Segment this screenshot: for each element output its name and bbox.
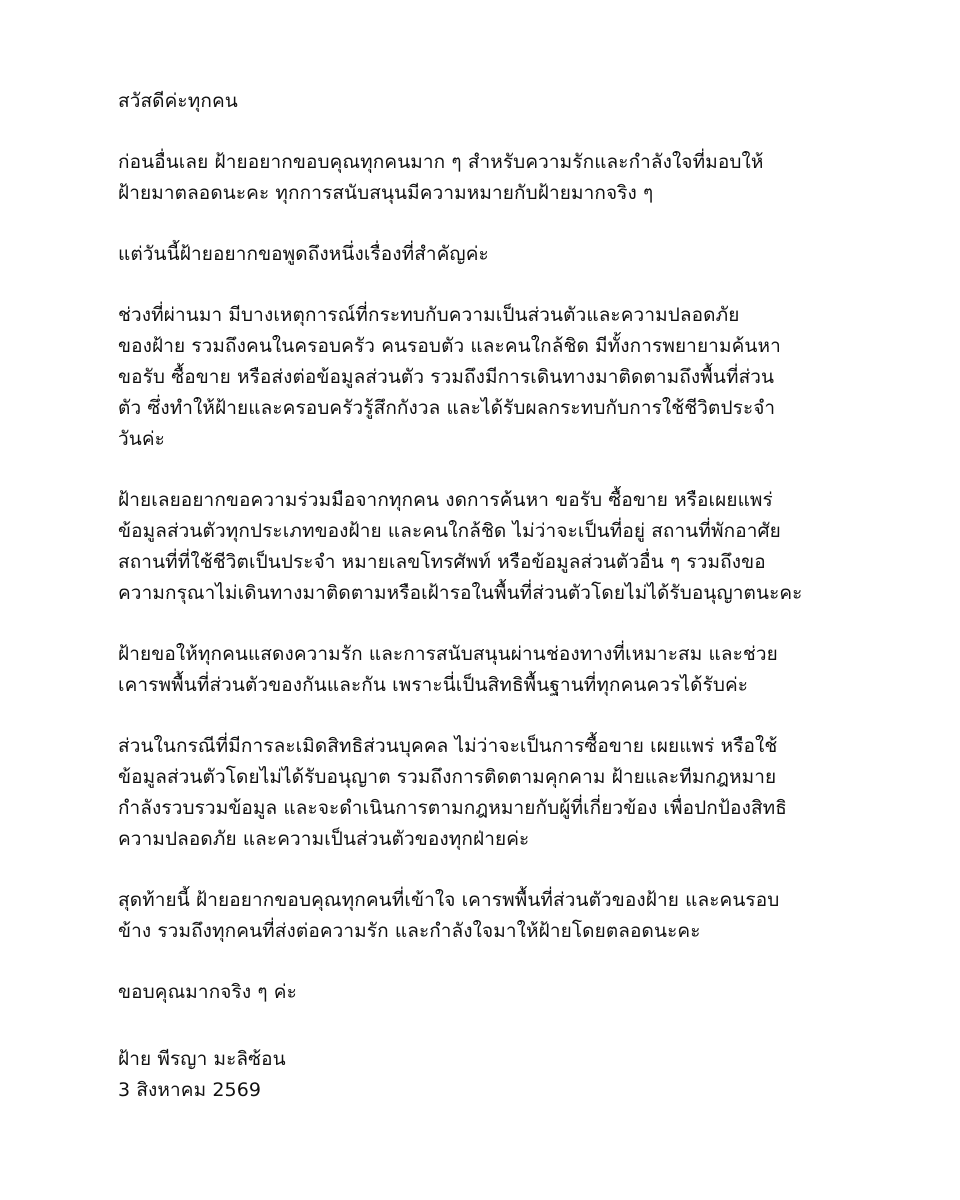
- paragraph-legal: [118, 731, 858, 855]
- paragraph-line: ช่วงที่ผ่านมา มีบางเหตุการณ์ที่กระทบกับความเป็นส่วนตัวและความปลอดภัย: [118, 304, 740, 326]
- paragraph-line: ของฝ้าย รวมถึงคนในครอบครัว คนรอบตัว และคนใกล้ชิด มีทั้งการพยายามค้นหา: [118, 335, 781, 357]
- paragraph-line: ขอรับ ซื้อขาย หรือส่งต่อข้อมูลส่วนตัว รวมถึงมีการเดินทางมาติดตามถึงพื้นที่ส่วน: [118, 366, 775, 388]
- closing: ขอบคุณมากจริง ๆ ค่ะ: [118, 981, 297, 1003]
- paragraph-line: ฝ้ายเลยอยากขอความร่วมมือจากทุกคน งดการค้นหา ขอรับ ซื้อขาย หรือเผยแพร่: [118, 489, 773, 511]
- paragraph-line: สถานที่ที่ใช้ชีวิตเป็นประจำ หมายเลขโทรศัพท์ หรือข้อมูลส่วนตัวอื่น ๆ รวมถึงขอ: [118, 551, 766, 573]
- paragraph-line: ข้าง รวมถึงทุกคนที่ส่งต่อความรัก และกำลังใจมาให้ฝ้ายโดยตลอดนะคะ: [118, 920, 701, 942]
- paragraph-line: ก่อนอื่นเลย ฝ้ายอยากขอบคุณทุกคนมาก ๆ สำหรับความรักและกำลังใจที่มอบให้: [118, 151, 764, 173]
- paragraph-line: ฝ้ายมาตลอดนะคะ ทุกการสนับสนุนมีความหมายกับฝ้ายมากจริง ๆ: [118, 182, 654, 204]
- paragraph-line: ข้อมูลส่วนตัวทุกประเภทของฝ้าย และคนใกล้ชิด ไม่ว่าจะเป็นที่อยู่ สถานที่พักอาศัย: [118, 520, 781, 542]
- signature-block: [118, 1044, 858, 1106]
- paragraph-line: ข้อมูลส่วนตัวโดยไม่ได้รับอนุญาต รวมถึงการติดตามคุกคาม ฝ้ายและทีมกฎหมาย: [118, 766, 777, 788]
- signature-name: ฝ้าย พีรญา มะลิซ้อน: [118, 1048, 286, 1070]
- paragraph-final: [118, 885, 858, 947]
- paragraph-line: วันค่ะ: [118, 428, 165, 450]
- paragraph-line: ตัว ซึ่งทำให้ฝ้ายและครอบครัวรู้สึกกังวล และได้รับผลกระทบกับการใช้ชีวิตประจำ: [118, 397, 776, 419]
- paragraph-line: ส่วนในกรณีที่มีการละเมิดสิทธิส่วนบุคคล ไม่ว่าจะเป็นการซื้อขาย เผยแพร่ หรือใช้: [118, 735, 778, 757]
- paragraph-line: แต่วันนี้ฝ้ายอยากขอพูดถึงหนึ่งเรื่องที่สำคัญค่ะ: [118, 243, 489, 265]
- paragraph-thanks: [118, 147, 858, 209]
- paragraph-intro: [118, 239, 858, 270]
- letter-body: [118, 86, 858, 1106]
- paragraph-line: ฝ้ายขอให้ทุกคนแสดงความรัก และการสนับสนุนผ่านช่องทางที่เหมาะสม และช่วย: [118, 643, 778, 665]
- paragraph-line: สุดท้ายนี้ ฝ้ายอยากขอบคุณทุกคนที่เข้าใจ เคารพพื้นที่ส่วนตัวของฝ้าย และคนรอบ: [118, 889, 780, 911]
- paragraph-line: กำลังรวบรวมข้อมูล และจะดำเนินการตามกฎหมายกับผู้ที่เกี่ยวข้อง เพื่อปกป้องสิทธิ: [118, 797, 787, 819]
- paragraph-line: ความปลอดภัย และความเป็นส่วนตัวของทุกฝ่ายค่ะ: [118, 828, 530, 850]
- paragraph-line: เคารพพื้นที่ส่วนตัวของกันและกัน เพราะนี่เป็นสิทธิพื้นฐานที่ทุกคนควรได้รับค่ะ: [118, 674, 749, 696]
- paragraph-incidents: [118, 300, 858, 455]
- paragraph-respect: [118, 639, 858, 701]
- paragraph-request: [118, 485, 858, 609]
- greeting: สวัสดีค่ะทุกคน: [118, 90, 238, 112]
- paragraph-line: ความกรุณาไม่เดินทางมาติดตามหรือเฝ้ารอในพื้นที่ส่วนตัวโดยไม่ได้รับอนุญาตนะคะ: [118, 582, 803, 604]
- signature-date: 3 สิงหาคม 2569: [118, 1079, 262, 1101]
